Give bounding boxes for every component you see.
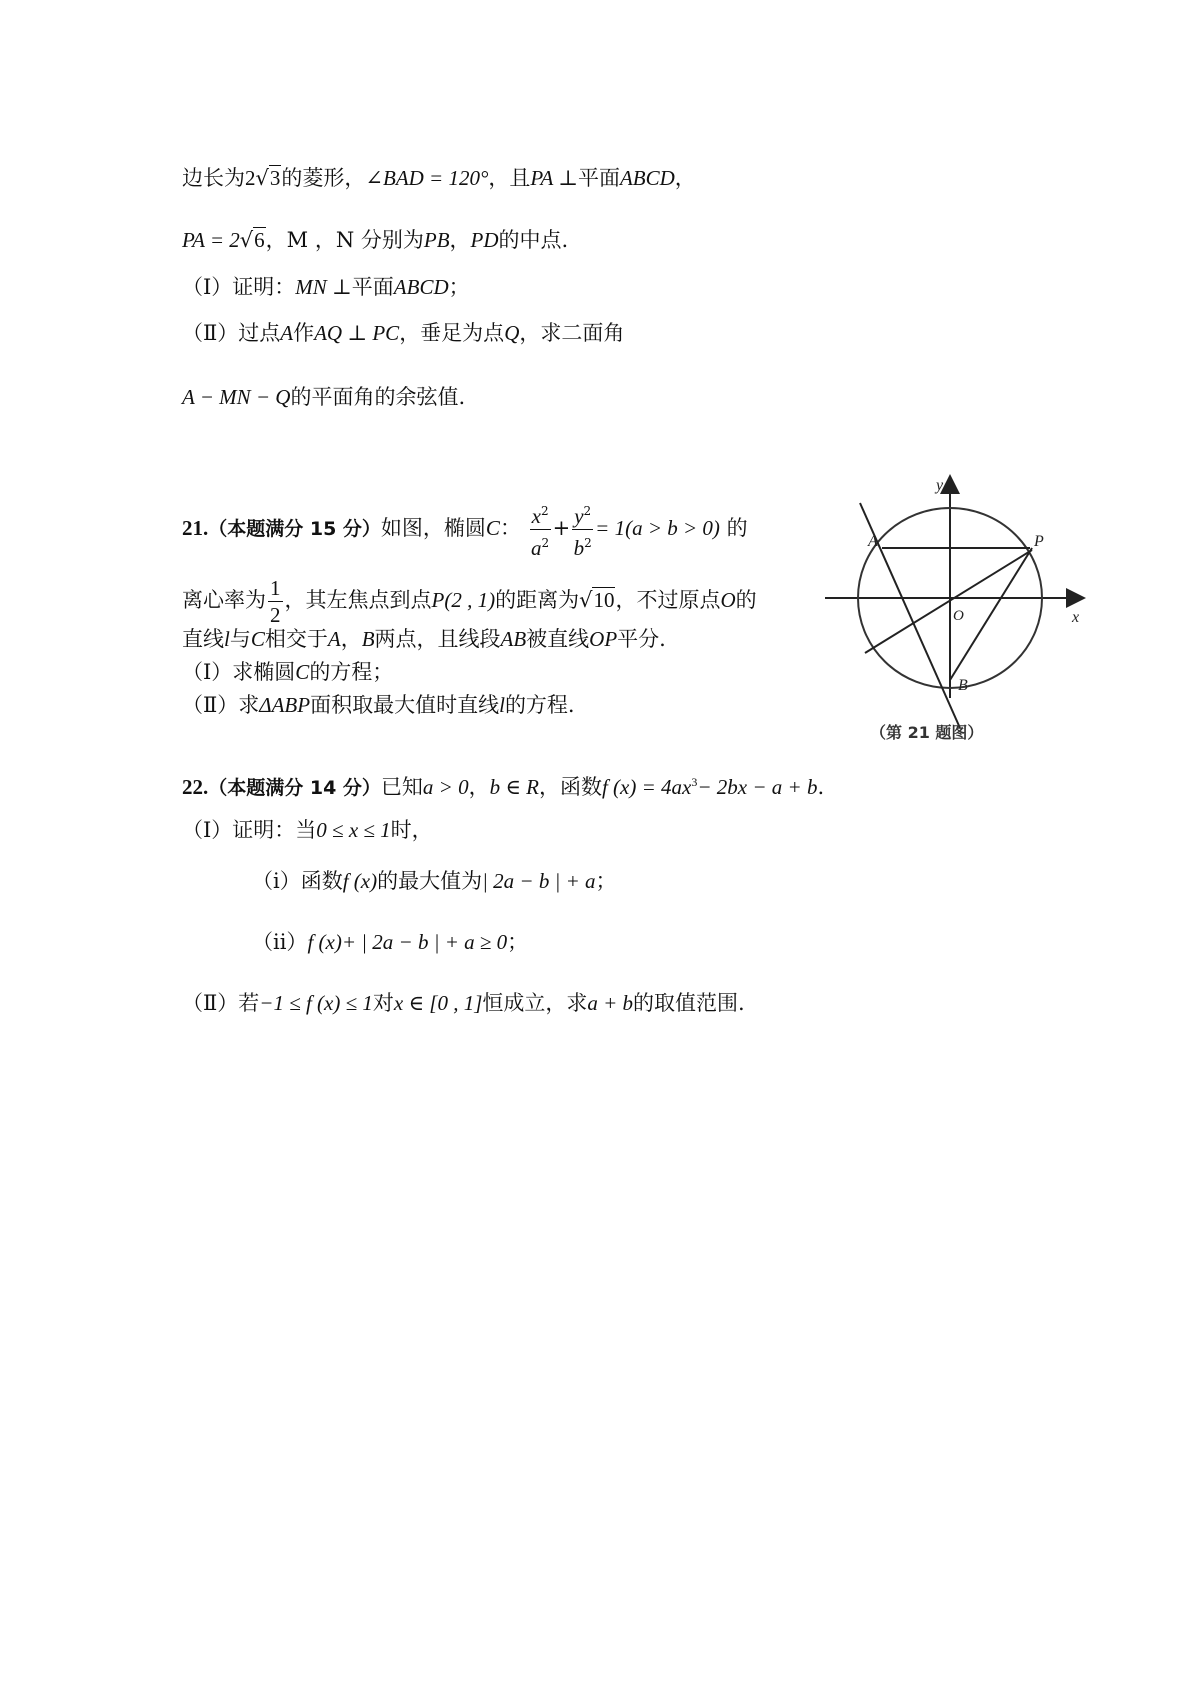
text: ，: [340, 627, 362, 651]
math: f (x)+ | 2a − b | + a ≥ 0: [307, 930, 508, 954]
text: 的方程.: [504, 693, 575, 717]
math: b ∈ R: [489, 775, 539, 799]
p22-q1-ii: [252, 927, 528, 957]
math: PD: [470, 228, 499, 252]
math: ABCD: [393, 275, 449, 299]
label-p: P: [1034, 533, 1044, 550]
fraction-y: $\frac{y^2}{b^2}$: [572, 498, 593, 561]
line-op: [865, 550, 1032, 653]
label: （Ⅰ）证明：: [182, 275, 296, 299]
figure-21: [820, 468, 1090, 748]
text: 的: [726, 516, 748, 540]
text: 的平面角的余弦值.: [290, 385, 466, 409]
math: MN ⊥: [295, 275, 352, 299]
text: 边长为: [182, 166, 245, 190]
label-x: x: [1072, 609, 1080, 626]
text: 已知: [380, 775, 423, 799]
text: 平面: [351, 275, 394, 299]
text: 的: [735, 588, 757, 612]
math: | 2a − b | + a: [482, 869, 596, 893]
superscript: 3: [691, 775, 698, 789]
text: 离心率为: [182, 588, 266, 612]
text: 的距离为: [495, 588, 580, 612]
label: （Ⅰ）求椭圆: [182, 660, 296, 684]
problem-score: （本题满分 14 分）: [208, 777, 381, 799]
p21-q2: [182, 690, 575, 720]
math: AB: [500, 627, 527, 651]
problem-number: 22.: [182, 775, 209, 799]
math: − 2bx − a + b: [697, 775, 818, 799]
text: 恒成立，求: [482, 991, 588, 1015]
p20-q1: [182, 272, 470, 302]
text: 时，: [390, 818, 433, 842]
math: PA ⊥: [530, 166, 578, 190]
label: （Ⅰ）证明：当: [182, 818, 317, 842]
math: −1 ≤ f (x) ≤ 1: [259, 991, 373, 1015]
math: PA = 2: [182, 228, 240, 252]
math: OP: [589, 627, 618, 651]
p21-q1: [182, 657, 393, 687]
p21-line2: 离心率为 $\frac{1}{2}$ ，其左焦点到点P(2 , 1)的距离为√10，不过原点O的: [182, 576, 757, 627]
math: A: [280, 321, 294, 345]
fraction-half: [268, 575, 283, 628]
text: ，且: [488, 166, 531, 190]
text: 面积取最大值时直线: [310, 693, 500, 717]
math: PB: [423, 228, 450, 252]
text: 与: [229, 627, 251, 651]
p21-line1: 21.（本题满分 15 分）如图，椭圆C： $\frac{x^2}{a^2}$ + $\frac{y^2}{b^2}$ = 1(a > b > 0) 的: [182, 498, 748, 561]
math: x: [531, 504, 541, 528]
p22-q1-i: [252, 866, 617, 896]
math: AQ ⊥ PC: [314, 321, 400, 345]
p20-line1: 边长为2√3的菱形，∠BAD = 120°，且PA ⊥平面ABCD，: [182, 166, 696, 190]
text: 平分.: [617, 627, 666, 651]
sqrt-value: 10: [593, 588, 615, 612]
math: = 1(a > b > 0): [595, 516, 720, 540]
math: 1: [270, 576, 281, 600]
math: C: [250, 627, 265, 651]
math: ABCD: [619, 166, 675, 190]
math-angle: ∠BAD = 120°: [365, 166, 489, 190]
p20-q2-cont: [182, 382, 465, 412]
ellipse-diagram: [820, 468, 1090, 748]
p22-q2: [182, 988, 745, 1018]
text: 的取值范围.: [633, 991, 745, 1015]
text: ，求二面角: [519, 321, 625, 345]
text: 如图，椭圆: [380, 516, 486, 540]
text: 平面: [577, 166, 620, 190]
p22-q1: [182, 815, 433, 845]
text: ，: [449, 228, 471, 252]
math: 0 ≤ x ≤ 1: [316, 818, 391, 842]
text: 的菱形，: [281, 166, 366, 190]
text: .: [817, 775, 825, 799]
text: ；: [448, 275, 470, 299]
math: f (x): [342, 869, 378, 893]
math: A − MN − Q: [182, 385, 291, 409]
text: ：: [499, 516, 521, 540]
math: x ∈ [0 , 1]: [393, 991, 483, 1015]
label-y: y: [936, 477, 944, 494]
label-o: O: [953, 608, 964, 624]
text: ，: [468, 775, 490, 799]
label: （ii）: [252, 930, 308, 954]
text: ；: [595, 869, 617, 893]
math: 2: [245, 166, 256, 190]
math: a > 0: [422, 775, 469, 799]
math: Q: [504, 321, 520, 345]
label-b: B: [958, 677, 968, 694]
math: B: [361, 627, 375, 651]
math: P(2 , 1): [431, 588, 496, 612]
label: （Ⅱ）求: [182, 693, 260, 717]
text: 直线: [182, 627, 224, 651]
text: ，: [674, 166, 696, 190]
text: 的方程；: [309, 660, 394, 684]
text: 对: [372, 991, 394, 1015]
figure-caption: （第 21 题图）: [870, 723, 984, 742]
label: （Ⅱ）过点: [182, 321, 281, 345]
text: ，垂足为点: [399, 321, 505, 345]
math: l: [499, 693, 505, 717]
text: 的最大值为: [377, 869, 483, 893]
math: O: [720, 588, 736, 612]
text: ，M ，N 分别为: [265, 228, 424, 252]
math: a: [531, 536, 542, 560]
p22-line1: [182, 767, 824, 803]
math: y: [574, 504, 584, 528]
math: l: [224, 627, 230, 651]
text: 相交于: [264, 627, 328, 651]
fraction-x: $\frac{x^2}{a^2}$: [530, 498, 551, 561]
math: A: [327, 627, 341, 651]
math: 2: [270, 603, 281, 627]
p21-line3: [182, 624, 666, 654]
math: C: [295, 660, 310, 684]
text: 被直线: [526, 627, 590, 651]
p20-q2: [182, 318, 624, 348]
label-a: A: [868, 533, 878, 550]
p20-line2: PA = 2√6，M ，N 分别为PB，PD的中点.: [182, 228, 569, 252]
math: C: [485, 516, 500, 540]
text: 作: [293, 321, 315, 345]
math: a + b: [587, 991, 634, 1015]
text: ，函数: [538, 775, 602, 799]
text: 的中点.: [498, 228, 569, 252]
problem-score: （本题满分 15 分）: [208, 518, 381, 540]
text: 两点，且线段: [374, 627, 501, 651]
problem-number: 21.: [182, 516, 209, 540]
sqrt-value: 3: [269, 166, 281, 190]
math: ΔABP: [259, 693, 311, 717]
label: （i）函数: [252, 869, 343, 893]
text: ，不过原点: [615, 588, 721, 612]
math: f (x) = 4ax: [601, 775, 692, 799]
sqrt-value: 6: [254, 228, 265, 252]
text: ，其左焦点到点: [284, 588, 432, 612]
label: （Ⅱ）若: [182, 991, 260, 1015]
text: ；: [507, 930, 529, 954]
math: b: [573, 536, 585, 560]
